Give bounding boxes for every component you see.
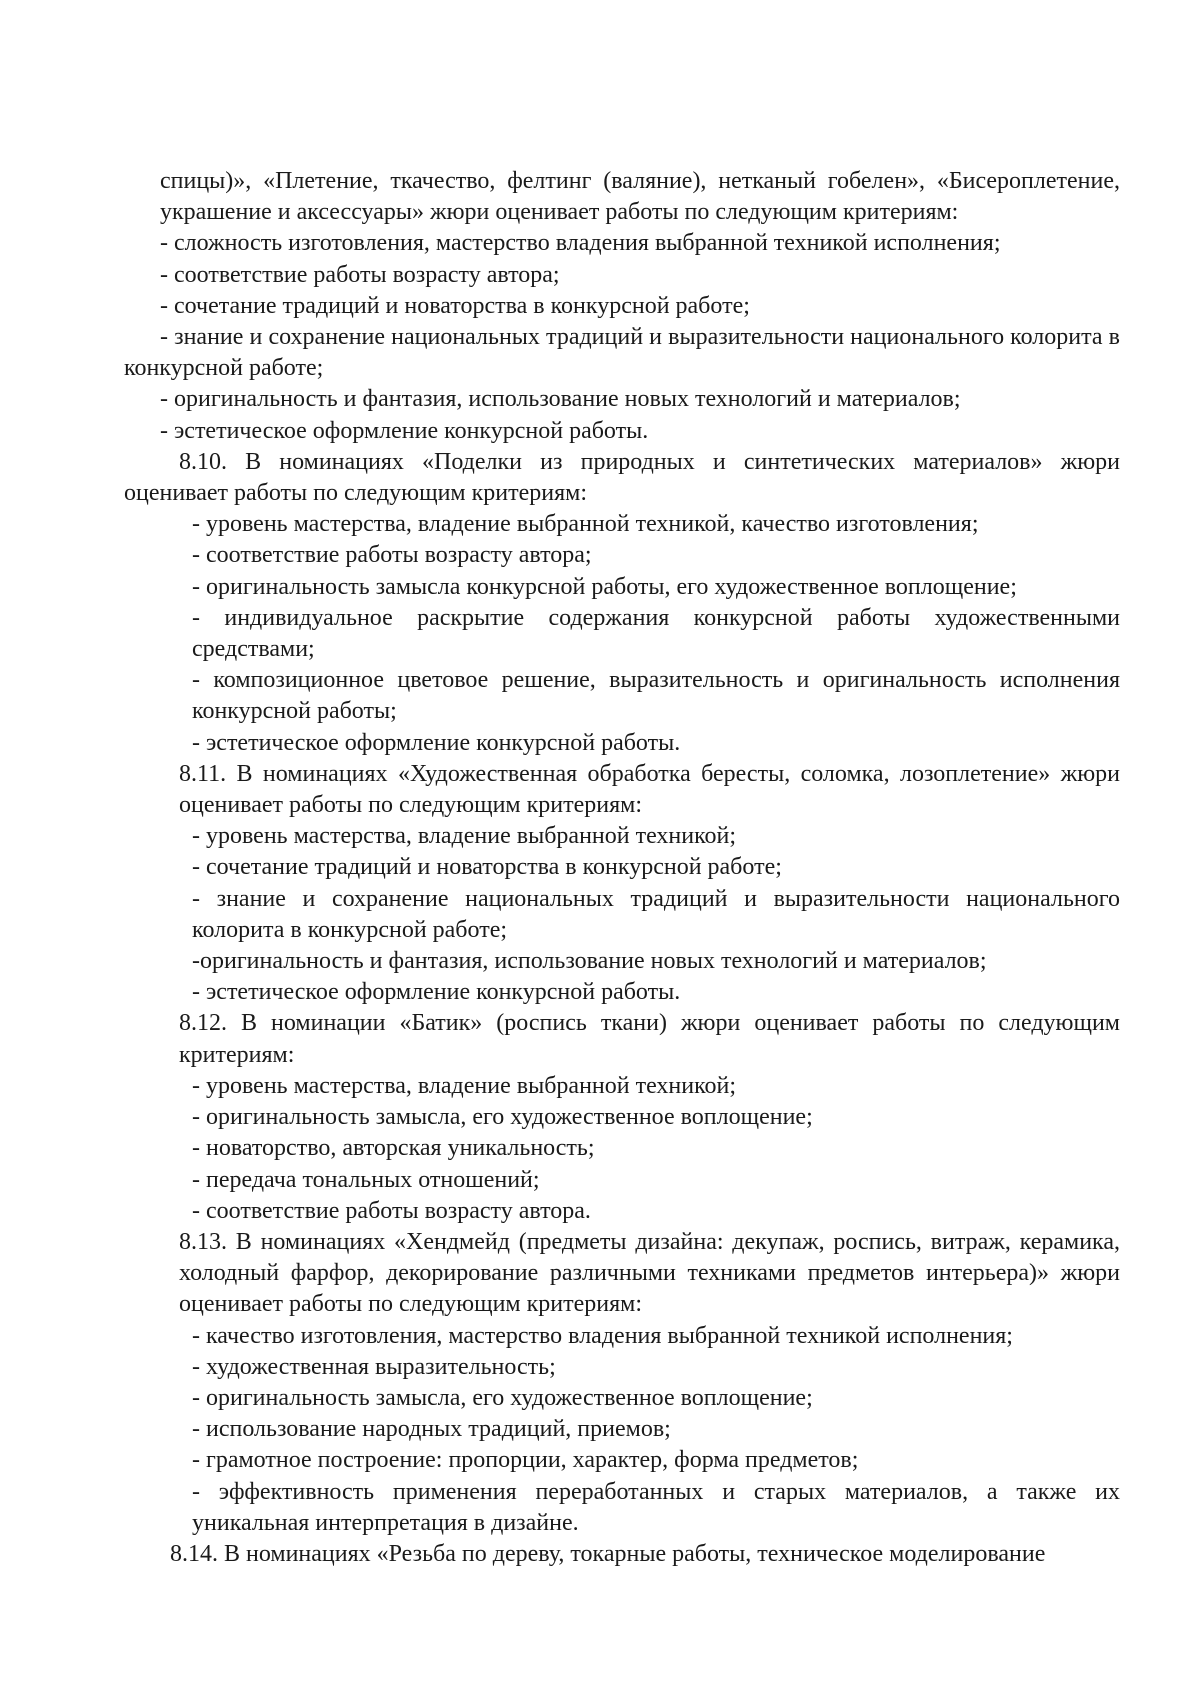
section-8-14-heading: 8.14. В номинациях «Резьба по дереву, токарные работы, техническое моделирование xyxy=(170,1540,1046,1567)
list-item: - использование народных традиций, приемов; xyxy=(192,1416,671,1443)
list-item: - соответствие работы возрасту автора; xyxy=(160,261,560,288)
list-item: - оригинальность и фантазия, использование новых технологий и материалов; xyxy=(160,386,961,413)
section-8-10-heading: 8.10. В номинациях «Поделки из природных и синтетических материалов» жюри оценивает работы по следующим критериям: xyxy=(124,448,1120,507)
intro-paragraph: спицы)», «Плетение, ткачество, фелтинг (валяние), нетканый гобелен», «Бисероплетение, украшение и аксессуары» жюри оценивает работы по следующим критериям: xyxy=(160,168,1120,226)
list-item: - сложность изготовления, мастерство владения выбранной техникой исполнения; xyxy=(160,230,1001,257)
list-item: - оригинальность замысла, его художественное воплощение; xyxy=(192,1104,813,1131)
list-item: - эстетическое оформление конкурсной работы. xyxy=(192,979,681,1006)
list-item: -оригинальность и фантазия, использование новых технологий и материалов; xyxy=(192,948,987,975)
list-item: - художественная выразительность; xyxy=(192,1353,556,1380)
list-item: - эффективность применения переработанных и старых материалов, а также их уникальная интерпретация в дизайне. xyxy=(192,1478,1120,1536)
list-item: - эстетическое оформление конкурсной работы. xyxy=(160,417,649,444)
list-item: - передача тональных отношений; xyxy=(192,1166,540,1193)
document-body xyxy=(124,166,1120,1570)
section-8-13-heading: 8.13. В номинациях «Хендмейд (предметы дизайна: декупаж, роспись, витраж, керамика, холодный фарфор, декорирование различными техниками предметов интерьера)» жюри оценивает работы по следующим критериям: xyxy=(179,1228,1120,1318)
list-item: - соответствие работы возрасту автора. xyxy=(192,1197,591,1224)
list-item: - новаторство, авторская уникальность; xyxy=(192,1135,595,1162)
list-item: - уровень мастерства, владение выбранной техникой; xyxy=(192,1072,737,1099)
list-item: - знание и сохранение национальных традиций и выразительности национального колорита в конкурсной работе; xyxy=(124,324,1120,382)
list-item: - качество изготовления, мастерство владения выбранной техникой исполнения; xyxy=(192,1322,1013,1349)
list-item: - уровень мастерства, владение выбранной техникой, качество изготовления; xyxy=(192,511,979,538)
list-item: - сочетание традиций и новаторства в конкурсной работе; xyxy=(160,292,750,319)
list-item: - оригинальность замысла, его художественное воплощение; xyxy=(192,1384,813,1411)
list-item: - знание и сохранение национальных традиций и выразительности национального колорита в конкурсной работе; xyxy=(192,885,1120,943)
list-item: - уровень мастерства, владение выбранной техникой; xyxy=(192,823,737,850)
list-item: - оригинальность замысла конкурсной работы, его художественное воплощение; xyxy=(192,573,1017,600)
section-8-11-heading: 8.11. В номинациях «Художественная обработка бересты, соломка, лозоплетение» жюри оценивает работы по следующим критериям: xyxy=(179,760,1120,819)
list-item: - сочетание традиций и новаторства в конкурсной работе; xyxy=(192,854,782,881)
section-8-12-heading: 8.12. В номинации «Батик» (роспись ткани) жюри оценивает работы по следующим критериям: xyxy=(179,1010,1120,1068)
list-item: - соответствие работы возрасту автора; xyxy=(192,542,592,569)
list-item: - грамотное построение: пропорции, характер, форма предметов; xyxy=(192,1447,859,1474)
list-item: - индивидуальное раскрытие содержания конкурсной работы художественными средствами; xyxy=(192,604,1120,663)
list-item: - композиционное цветовое решение, выразительность и оригинальность исполнения конкурсной работы; xyxy=(192,667,1120,725)
list-item: - эстетическое оформление конкурсной работы. xyxy=(192,729,681,756)
